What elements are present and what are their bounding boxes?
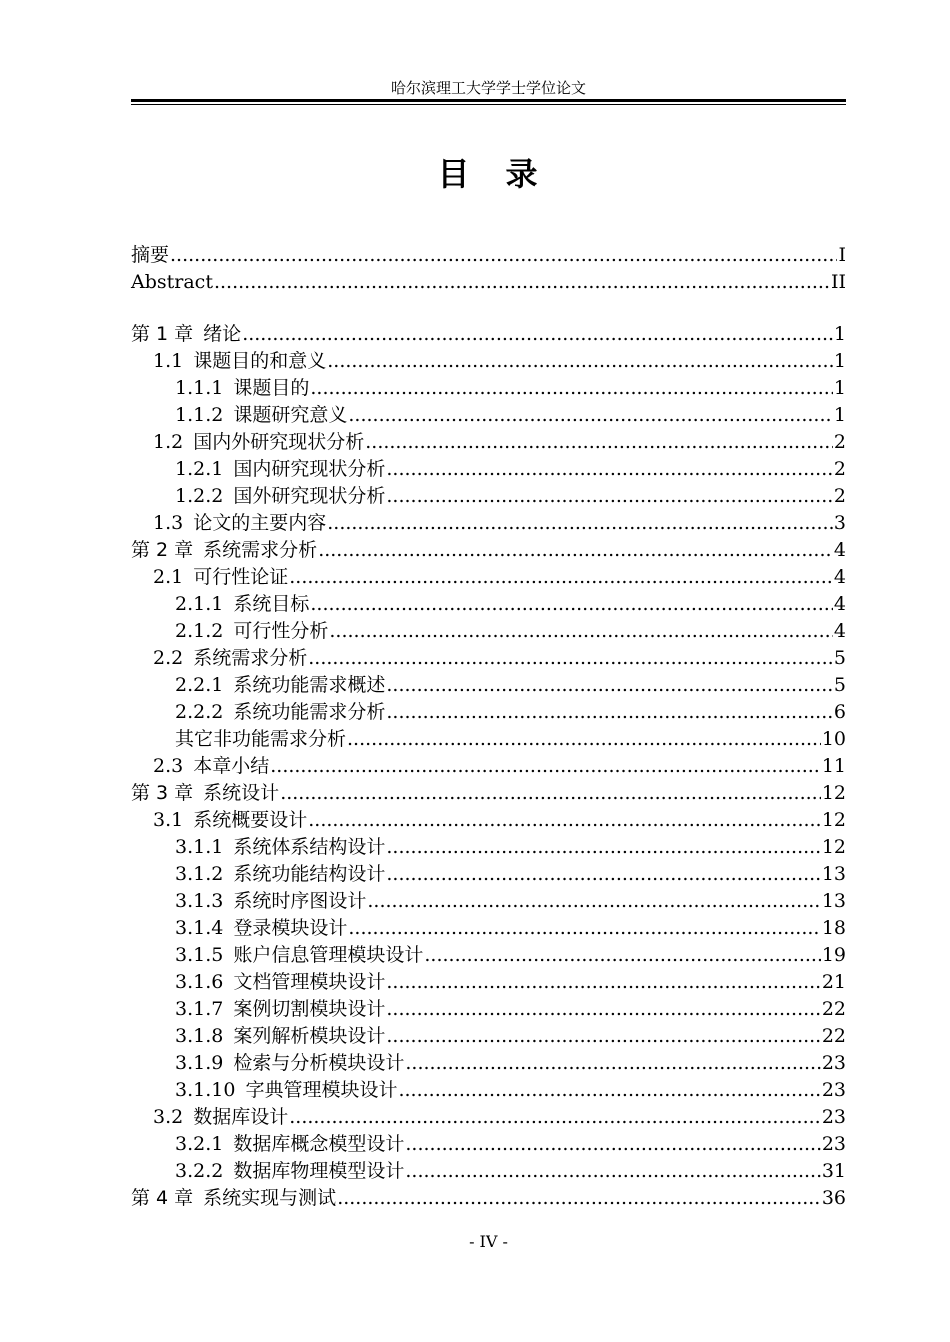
- toc-entry-label: [175, 591, 309, 618]
- toc-page-number: 10: [821, 728, 846, 750]
- toc-dot-leader: [348, 915, 820, 942]
- toc-entry[interactable]: [131, 269, 846, 296]
- toc-page-number: 1: [833, 350, 846, 372]
- toc-page-number: 23: [821, 1106, 846, 1128]
- toc-entry-label: [153, 645, 307, 672]
- toc-dot-leader: [405, 1050, 820, 1077]
- toc-page-number: 4: [833, 593, 846, 615]
- toc-page-number: 18: [821, 917, 846, 939]
- toc-dot-leader: [405, 1131, 820, 1158]
- toc-page-number: 31: [821, 1160, 846, 1182]
- toc-entry-number: 3.1.7: [175, 998, 224, 1020]
- toc-entry-label: [175, 834, 385, 861]
- toc-page-number: 22: [821, 1025, 846, 1047]
- toc-entry-label: [153, 564, 288, 591]
- toc-entry-text: 课题目的和意义: [193, 350, 327, 372]
- toc-entry[interactable]: [131, 834, 846, 861]
- toc-entry-number: 3.1.8: [175, 1025, 224, 1047]
- toc-page-number: 1: [833, 377, 846, 399]
- toc-entry-label: [131, 537, 317, 564]
- toc-entry-number: 1.1.1: [175, 377, 224, 399]
- toc-page-number: 13: [821, 863, 846, 885]
- toc-entry-text: 国外研究现状分析: [233, 485, 386, 507]
- toc-entry-text: 课题研究意义: [233, 404, 348, 426]
- toc-entry[interactable]: [131, 1131, 846, 1158]
- toc-entry-text: 其它非功能需求分析: [175, 728, 347, 750]
- toc-entry-number: 1.2.2: [175, 485, 224, 507]
- toc-entry[interactable]: [131, 1104, 846, 1131]
- toc-entry-label: [175, 1023, 385, 1050]
- toc-entry-label: [153, 807, 307, 834]
- toc-entry-number: 第 3 章: [131, 782, 194, 804]
- toc-page-number: 2: [833, 431, 846, 453]
- toc-entry-text: 系统功能需求概述: [233, 674, 386, 696]
- toc-page-number: 6: [833, 701, 846, 723]
- toc-entry[interactable]: [131, 1158, 846, 1185]
- toc-page-number: II: [830, 271, 846, 293]
- toc-dot-leader: [398, 1077, 820, 1104]
- toc-dot-leader: [308, 807, 821, 834]
- toc-entry-number: 1.1.2: [175, 404, 224, 426]
- toc-dot-leader: [386, 834, 820, 861]
- toc-dot-leader: [318, 537, 833, 564]
- toc-entry-text: 检索与分析模块设计: [233, 1052, 405, 1074]
- toc-entry-number: 1.2.1: [175, 458, 224, 480]
- toc-entry[interactable]: [131, 242, 846, 269]
- toc-entry[interactable]: [131, 402, 846, 429]
- toc-entry-text: 课题目的: [233, 377, 310, 399]
- toc-page-number: 22: [821, 998, 846, 1020]
- toc-entry[interactable]: [131, 753, 846, 780]
- toc-entry-label: [175, 969, 385, 996]
- toc-page-number: I: [838, 244, 846, 266]
- toc-dot-leader: [386, 969, 820, 996]
- toc-dot-leader: [310, 375, 833, 402]
- toc-entry-text: 系统功能需求分析: [233, 701, 386, 723]
- toc-page-number: 5: [833, 674, 846, 696]
- toc-entry-number: 2.1.2: [175, 620, 224, 642]
- running-header: 哈尔滨理工大学学士学位论文: [390, 79, 586, 97]
- toc-entry-text: 系统体系结构设计: [233, 836, 386, 858]
- toc-page-number: 23: [821, 1133, 846, 1155]
- header-rule-thin: [131, 104, 846, 105]
- toc-page-number: 23: [821, 1079, 846, 1101]
- toc-entry-number: 1.2: [153, 431, 184, 453]
- toc-page-number: 12: [821, 809, 846, 831]
- toc-dot-leader: [289, 564, 833, 591]
- toc-entry-text: 绪论: [203, 323, 242, 345]
- toc-entry-text: 数据库物理模型设计: [233, 1160, 405, 1182]
- toc-entry-text: 系统设计: [203, 782, 280, 804]
- toc-entry[interactable]: [131, 996, 846, 1023]
- toc-entry-label: [153, 429, 364, 456]
- toc-page-number: 4: [833, 539, 846, 561]
- toc-entry-label: [175, 456, 385, 483]
- toc-entry-number: 3.1.3: [175, 890, 224, 912]
- toc-entry-number: 3.1: [153, 809, 184, 831]
- toc-entry[interactable]: [131, 915, 846, 942]
- toc-entry[interactable]: [131, 510, 846, 537]
- toc-entry-text: 系统概要设计: [193, 809, 308, 831]
- toc-dot-leader: [386, 861, 820, 888]
- toc-dot-leader: [280, 780, 821, 807]
- toc-dot-leader: [386, 996, 820, 1023]
- toc-entry-label: [175, 726, 346, 753]
- toc-entry[interactable]: [131, 429, 846, 456]
- toc-entry-number: 1.1: [153, 350, 184, 372]
- toc-entry-label: [175, 672, 385, 699]
- toc-page-number: 4: [833, 566, 846, 588]
- toc-entry-number: 2.1: [153, 566, 184, 588]
- toc-page-number: 11: [821, 755, 846, 777]
- toc-page-number: 21: [821, 971, 846, 993]
- toc-page-number: 5: [833, 647, 846, 669]
- toc-page-number: 36: [821, 1187, 846, 1209]
- toc-entry[interactable]: [131, 942, 846, 969]
- toc-entry-text: 可行性分析: [233, 620, 329, 642]
- toc-dot-leader: [289, 1104, 821, 1131]
- toc-dot-leader: [242, 321, 833, 348]
- toc-entry[interactable]: [131, 564, 846, 591]
- toc-entry-text: 论文的主要内容: [193, 512, 327, 534]
- toc-page-number: 23: [821, 1052, 846, 1074]
- toc-dot-leader: [347, 726, 821, 753]
- toc-page-number: 13: [821, 890, 846, 912]
- toc-dot-leader: [170, 242, 837, 269]
- toc-title: 目 录: [437, 155, 540, 193]
- toc-entry-label: [175, 1050, 404, 1077]
- toc-entry-label: [153, 1104, 288, 1131]
- toc-dot-leader: [337, 1185, 821, 1212]
- toc-entry-text: 系统目标: [233, 593, 310, 615]
- toc-entry[interactable]: [131, 672, 846, 699]
- toc-entry-text: Abstract: [131, 271, 213, 293]
- toc-entry-label: [175, 996, 385, 1023]
- toc-entry-label: [153, 510, 326, 537]
- toc-entry-label: [153, 348, 326, 375]
- toc-entry-label: [175, 888, 366, 915]
- toc-entry[interactable]: [131, 618, 846, 645]
- toc-entry[interactable]: [131, 591, 846, 618]
- toc-entry-label: [175, 1131, 404, 1158]
- toc-entry-text: 登录模块设计: [233, 917, 348, 939]
- page-number: - IV -: [469, 1232, 508, 1251]
- toc-entry[interactable]: [131, 1185, 846, 1212]
- toc-entry-number: 3.1.2: [175, 863, 224, 885]
- toc-entry-text: 文档管理模块设计: [233, 971, 386, 993]
- table-of-contents: [131, 242, 846, 1212]
- toc-entry[interactable]: [131, 321, 846, 348]
- toc-entry-number: 2.2: [153, 647, 184, 669]
- toc-entry[interactable]: [131, 1077, 846, 1104]
- toc-page-number: 4: [833, 620, 846, 642]
- toc-dot-leader: [367, 888, 820, 915]
- toc-entry-text: 国内研究现状分析: [233, 458, 386, 480]
- toc-dot-leader: [348, 402, 833, 429]
- toc-entry-label: [175, 699, 385, 726]
- toc-entry[interactable]: [131, 456, 846, 483]
- toc-entry-text: 系统需求分析: [203, 539, 318, 561]
- toc-entry-text: 系统时序图设计: [233, 890, 367, 912]
- toc-entry-number: 3.2: [153, 1106, 184, 1128]
- toc-entry-number: 3.1.6: [175, 971, 224, 993]
- toc-entry[interactable]: [131, 483, 846, 510]
- toc-dot-leader: [424, 942, 820, 969]
- toc-entry-text: 系统需求分析: [193, 647, 308, 669]
- toc-entry-text: 系统实现与测试: [203, 1187, 337, 1209]
- toc-page-number: 12: [821, 782, 846, 804]
- toc-entry[interactable]: [131, 645, 846, 672]
- toc-dot-leader: [329, 618, 833, 645]
- toc-page-number: 12: [821, 836, 846, 858]
- toc-page-number: 1: [833, 323, 846, 345]
- toc-entry-text: 数据库设计: [193, 1106, 289, 1128]
- toc-entry-number: 3.1.1: [175, 836, 224, 858]
- toc-entry[interactable]: [131, 780, 846, 807]
- toc-entry-number: 3.1.4: [175, 917, 224, 939]
- toc-dot-leader: [365, 429, 833, 456]
- toc-entry-number: 3.1.5: [175, 944, 224, 966]
- toc-page-number: 1: [833, 404, 846, 426]
- toc-entry-label: [175, 1158, 404, 1185]
- toc-dot-leader: [327, 510, 833, 537]
- toc-page-number: 19: [821, 944, 846, 966]
- toc-entry-text: 本章小结: [193, 755, 270, 777]
- toc-dot-leader: [386, 483, 833, 510]
- toc-entry-label: [175, 618, 328, 645]
- toc-entry[interactable]: [131, 348, 846, 375]
- toc-entry-label: [175, 915, 347, 942]
- toc-dot-leader: [386, 1023, 820, 1050]
- toc-entry-text: 可行性论证: [193, 566, 289, 588]
- toc-entry-label: [175, 375, 309, 402]
- toc-entry[interactable]: [131, 699, 846, 726]
- toc-entry-label: [131, 780, 279, 807]
- toc-entry-number: 第 4 章: [131, 1187, 194, 1209]
- toc-entry-number: 3.2.2: [175, 1160, 224, 1182]
- toc-entry-number: 1.3: [153, 512, 184, 534]
- toc-entry[interactable]: [131, 861, 846, 888]
- toc-entry[interactable]: [131, 1023, 846, 1050]
- toc-dot-leader: [308, 645, 833, 672]
- header-rule-thick: [131, 99, 846, 102]
- toc-page-number: 2: [833, 458, 846, 480]
- toc-entry-text: 案列解析模块设计: [233, 1025, 386, 1047]
- toc-entry-number: 3.1.10: [175, 1079, 236, 1101]
- toc-entry-label: [175, 402, 347, 429]
- toc-entry-number: 2.3: [153, 755, 184, 777]
- toc-entry-text: 国内外研究现状分析: [193, 431, 365, 453]
- toc-entry-label: [153, 753, 269, 780]
- toc-entry-number: 2.2.1: [175, 674, 224, 696]
- toc-entry-label: [131, 321, 241, 348]
- toc-entry-text: 字典管理模块设计: [245, 1079, 398, 1101]
- toc-entry-number: 3.1.9: [175, 1052, 224, 1074]
- toc-entry[interactable]: [131, 375, 846, 402]
- toc-entry-label: [175, 861, 385, 888]
- toc-entry[interactable]: [131, 726, 846, 753]
- toc-entry-number: 第 2 章: [131, 539, 194, 561]
- toc-dot-leader: [386, 456, 833, 483]
- toc-entry-label: [131, 1185, 336, 1212]
- toc-page-number: 3: [833, 512, 846, 534]
- toc-dot-leader: [386, 699, 833, 726]
- toc-entry[interactable]: [131, 1050, 846, 1077]
- toc-entry-number: 第 1 章: [131, 323, 194, 345]
- toc-page-number: 2: [833, 485, 846, 507]
- toc-entry-label: [175, 942, 423, 969]
- toc-entry-label: [131, 242, 169, 269]
- toc-dot-leader: [214, 269, 830, 296]
- toc-dot-leader: [327, 348, 833, 375]
- toc-entry-label: [131, 269, 213, 296]
- toc-dot-leader: [386, 672, 833, 699]
- toc-entry-number: 3.2.1: [175, 1133, 224, 1155]
- toc-entry-text: 案例切割模块设计: [233, 998, 386, 1020]
- toc-entry-number: 2.1.1: [175, 593, 224, 615]
- toc-entry-text: 系统功能结构设计: [233, 863, 386, 885]
- toc-entry[interactable]: [131, 969, 846, 996]
- toc-entry-text: 摘要: [131, 244, 170, 266]
- toc-entry-text: 账户信息管理模块设计: [233, 944, 424, 966]
- toc-dot-leader: [310, 591, 833, 618]
- toc-dot-leader: [405, 1158, 820, 1185]
- toc-entry-label: [175, 483, 385, 510]
- toc-entry-number: 2.2.2: [175, 701, 224, 723]
- toc-entry[interactable]: [131, 888, 846, 915]
- toc-entry[interactable]: [131, 807, 846, 834]
- toc-entry[interactable]: [131, 537, 846, 564]
- toc-entry-text: 数据库概念模型设计: [233, 1133, 405, 1155]
- toc-entry-label: [175, 1077, 397, 1104]
- toc-dot-leader: [270, 753, 821, 780]
